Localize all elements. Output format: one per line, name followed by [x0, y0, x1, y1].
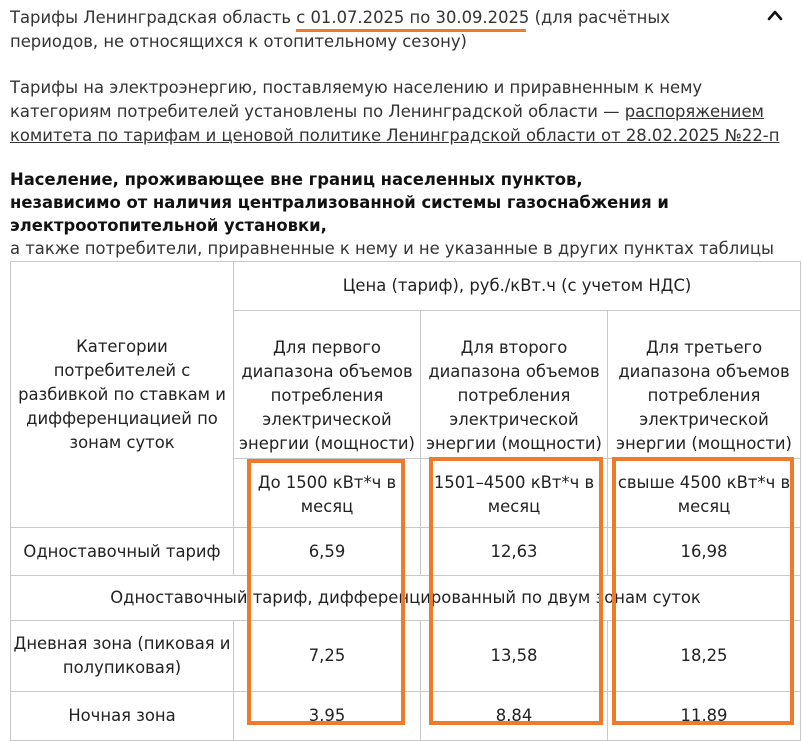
night-zone-value-1: 3,95: [234, 692, 421, 741]
decree-link-part1[interactable]: распоряжением: [624, 102, 764, 121]
intro-paragraph: [10, 76, 800, 148]
table-row: [11, 262, 801, 311]
volume-header-2: 1501–4500 кВт*ч в месяц: [421, 459, 608, 528]
single-rate-label: Одноставочный тариф: [11, 528, 234, 575]
range-header-3: Для третьего диапазона объемов потребления электрической энергии (мощности): [608, 310, 801, 459]
category-header-cell: Категории потребителей с разбивкой по ставкам и дифференциацией по зонам суток: [11, 262, 234, 528]
night-zone-label: Ночная зона: [11, 692, 234, 741]
two-zone-title: Одноставочный тариф, дифференцированный по двум зонам суток: [11, 575, 801, 620]
tariff-table: [10, 261, 801, 741]
night-zone-value-3: 11,89: [608, 692, 801, 741]
volume-header-1: До 1500 кВт*ч в месяц: [234, 459, 421, 528]
intro-line-1: Тарифы на электроэнергию, поставляемую населению и приравненным к нему: [10, 78, 703, 97]
heading-line-1: Население, проживающее вне границ населенных пунктов,: [10, 170, 583, 189]
single-rate-value-3: 16,98: [608, 528, 801, 575]
table-row: [11, 692, 801, 741]
day-zone-value-1: 7,25: [234, 621, 421, 692]
table-row: [11, 621, 801, 692]
day-zone-value-3: 18,25: [608, 621, 801, 692]
range-header-1: Для первого диапазона объемов потребления электрической энергии (мощности): [234, 310, 421, 459]
heading-line-3: электроотопительной установки,: [10, 216, 327, 235]
single-rate-value-1: 6,59: [234, 528, 421, 575]
day-zone-label: Дневная зона (пиковая и полупиковая): [11, 621, 234, 692]
heading-line-2: независимо от наличия централизованной системы газоснабжения и: [10, 193, 669, 212]
header-title-after: (для расчётных: [529, 8, 670, 27]
header-date-range: с 01.07.2025 по 30.09.2025: [296, 8, 530, 27]
single-rate-value-2: 12,63: [421, 528, 608, 575]
table-row: [11, 528, 801, 575]
table-row: [11, 575, 801, 620]
price-header-cell: Цена (тариф), руб./кВт.ч (с учетом НДС): [234, 262, 801, 311]
intro-line-2: категориям потребителей установлены по Ленинградской области —: [10, 102, 625, 121]
volume-header-3: свыше 4500 кВт*ч в месяц: [608, 459, 801, 528]
header-title-line2: периодов, не относящихся к отопительному сезону): [10, 32, 467, 51]
night-zone-value-2: 8,84: [421, 692, 608, 741]
range-header-2: Для второго диапазона объемов потребления электрической энергии (мощности): [421, 310, 608, 459]
population-heading: [10, 168, 800, 237]
date-highlight-underline: [296, 29, 526, 32]
decree-link-part2[interactable]: комитета по тарифам и ценовой политике Ленинградской области от 28.02.2025 №22-п: [10, 126, 780, 145]
population-subheading: а также потребители, приравненные к нему и не указанные в других пунктах таблицы: [10, 239, 774, 258]
chevron-up-icon[interactable]: [766, 8, 784, 22]
day-zone-value-2: 13,58: [421, 621, 608, 692]
header-title-before: Тарифы Ленинградская область: [10, 8, 297, 27]
